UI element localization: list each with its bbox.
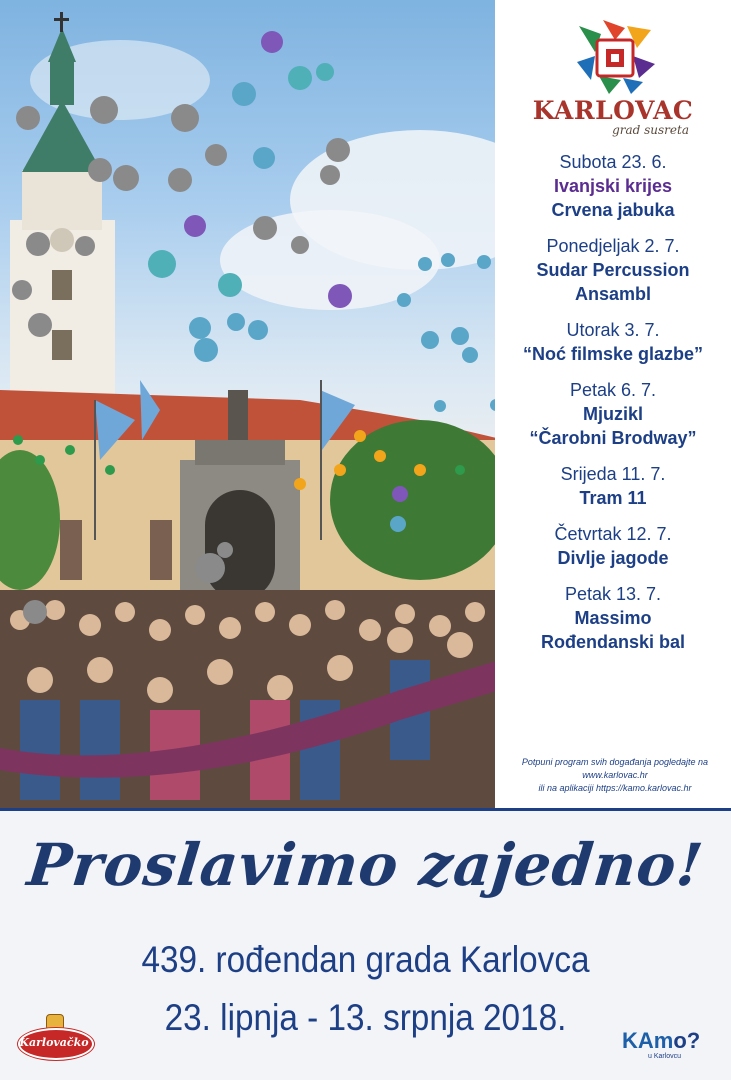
event-title: Rođendanski bal [540,632,686,652]
festival-dates: 23. lipnja - 13. srpnja 2018. [164,997,567,1038]
program-note [501,756,729,795]
event-date: Ponedjeljak 2. 7. [546,236,680,256]
event-title: Crvena jabuka [551,200,675,220]
event-date: Srijeda 11. 7. [560,464,666,484]
kamo-name-b: o? [673,1028,701,1053]
kamo-subtitle: u Karlovcu [648,1053,682,1060]
event-title: Sudar Percussion [536,260,690,280]
event-date: Četvrtak 12. 7. [554,524,672,544]
brand-name: KARLOVAC [532,96,694,125]
event-item [495,234,731,306]
event-item [495,378,731,450]
program-website-link[interactable]: www.karlovac.hr [582,770,648,780]
event-title: “Noć filmske glazbe” [522,344,704,364]
event-item [495,582,731,654]
event-item [495,462,731,510]
event-title: “Čarobni Brodway” [529,428,697,448]
anniversary-subtitle: 439. rođendan grada Karlovca [141,939,590,980]
event-date: Petak 13. 7. [564,584,662,604]
karlovac-logo-icon [573,18,657,96]
brand-tagline: grad susreta [612,123,689,137]
event-date: Petak 6. 7. [569,380,657,400]
kamo-name [622,1028,700,1054]
event-title: Ivanjski krijes [553,176,673,196]
sponsor-logo [18,1014,90,1060]
event-item [495,150,731,222]
event-item [495,522,731,570]
event-title: Ansambl [574,284,652,304]
slogan: Proslavimo zajedno! [24,831,707,899]
program-app-link[interactable]: ili na aplikaciji https://kamo.karlovac.hr [538,783,692,793]
kamo-name-a: KAm [622,1028,674,1053]
event-date: Subota 23. 6. [559,152,667,172]
event-title: Mjuzikl [582,404,643,424]
brand-block [495,96,731,137]
sponsor-name: Karlovačko [19,1036,89,1049]
event-title: Massimo [574,608,652,628]
event-title: Divlje jagode [557,548,669,568]
program-column [495,0,731,812]
program-note-text: Potpuni program svih događanja pogledajte na [521,757,709,767]
event-date: Utorak 3. 7. [566,320,660,340]
event-list [495,150,731,666]
event-title: Tram 11 [579,488,647,508]
event-item [495,318,731,366]
kamo-app-logo [622,1028,714,1062]
